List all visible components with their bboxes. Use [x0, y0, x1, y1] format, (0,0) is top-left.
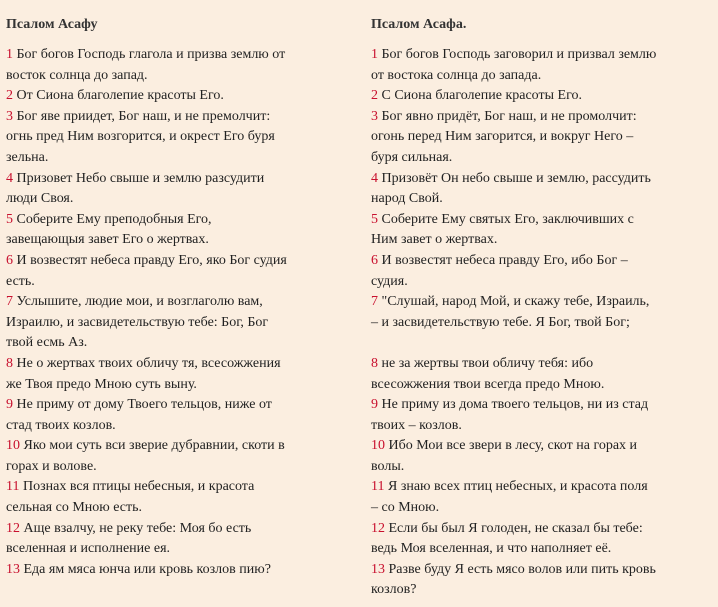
- verse-text: – и засвидетельствую тебе. Я Бог, твой Бог;: [371, 314, 630, 330]
- verse-line: [371, 395, 716, 416]
- verse-text: – со Мною.: [371, 500, 440, 516]
- verse-text: Ним завет о жертвах.: [371, 232, 498, 248]
- verse-line: [6, 477, 356, 498]
- verse-text: стад твоих козлов.: [6, 417, 116, 433]
- verse-text: "Слушай, народ Мой, и скажу тебе, Израиль,: [381, 294, 650, 310]
- verse-line: [6, 169, 356, 190]
- verse-number: 1: [371, 47, 378, 62]
- verse-line: [6, 457, 356, 478]
- verse-number: 11: [371, 479, 385, 495]
- verse-line: [371, 457, 716, 478]
- verse-line: [6, 66, 356, 87]
- verse-text: горах и волове.: [6, 458, 97, 474]
- verse-number: 8: [371, 355, 378, 371]
- verse-text: вселенная и исполнение ея.: [6, 541, 171, 557]
- verse-text: всесожжения твои всегда предо Мною.: [371, 376, 605, 392]
- verse-text: зельна.: [6, 149, 49, 165]
- verse-line: [6, 230, 356, 251]
- verse-number: 7: [6, 294, 13, 310]
- verse-number: 6: [6, 252, 13, 268]
- verse-line: [6, 436, 356, 457]
- verse-line: [371, 210, 716, 231]
- verse-number: 5: [6, 211, 13, 227]
- verse-text: ведь Моя вселенная, и что наполняет её.: [371, 541, 612, 557]
- verse-line: [6, 86, 356, 107]
- verse-number: 3: [371, 108, 378, 124]
- verse-text: буря сильная.: [371, 149, 453, 165]
- verse-line: [371, 230, 716, 251]
- right-verse-list: [371, 45, 716, 601]
- verse-text: не за жертвы твои обличу тебя: ибо: [381, 355, 594, 371]
- verse-text: Бог богов Господь глагола и призва землю от: [16, 47, 286, 62]
- verse-text: Я знаю всех птиц небесных, и красота поля: [387, 479, 648, 495]
- church-slavonic-column: [6, 15, 356, 580]
- verse-line: [6, 333, 356, 354]
- verse-line: [6, 189, 356, 210]
- left-column-title: Псалом Асафу: [6, 17, 98, 32]
- verse-number: 8: [6, 355, 13, 371]
- verse-line: [371, 292, 716, 313]
- verse-text: Разве буду Я есть мясо волов или пить кровь: [388, 561, 656, 577]
- verse-line: [6, 210, 356, 231]
- verse-number: 7: [371, 294, 378, 310]
- verse-text: И возвестят небеса правду Его, яко Бог судия: [16, 252, 287, 268]
- verse-text: Ибо Мои все звери в лесу, скот на горах и: [388, 438, 638, 454]
- verse-line: [371, 560, 716, 581]
- verse-text: Познах вся птицы небесныя, и красота: [22, 479, 255, 495]
- verse-line: [371, 86, 716, 107]
- verse-gap: [371, 333, 716, 354]
- verse-text: Призовет Небо свыше и землю разсудити: [16, 170, 265, 186]
- verse-line: [6, 560, 356, 581]
- verse-line: [371, 436, 716, 457]
- verse-number: 5: [371, 211, 378, 227]
- verse-line: [371, 66, 716, 87]
- verse-line: [371, 45, 716, 66]
- verse-line: [371, 189, 716, 210]
- verse-text: завещающыя завет Его о жертвах.: [6, 232, 209, 248]
- verse-text: Услышите, людие мои, и возглаголю вам,: [16, 294, 263, 310]
- verse-number: 6: [371, 252, 378, 268]
- verse-line: [6, 395, 356, 416]
- verse-line: [371, 477, 716, 498]
- verse-line: [6, 292, 356, 313]
- verse-text: С Сиона благолепие красоты Его.: [381, 88, 582, 104]
- verse-line: [371, 580, 716, 601]
- verse-text: Бог яве приидет, Бог наш, и не премолчит:: [16, 108, 271, 124]
- verse-text: Соберите Ему святых Его, заключивших с: [381, 211, 634, 227]
- verse-text: же Твоя предо Мною суть выну.: [6, 376, 197, 392]
- verse-text: огонь перед Ним загорится, и вокруг Него –: [371, 129, 634, 145]
- verse-text: Еда ям мяса юнча или кровь козлов пию?: [23, 561, 271, 577]
- verse-text: волы.: [371, 458, 405, 474]
- verse-line: [6, 45, 356, 66]
- verse-text: люди Своя.: [6, 191, 74, 207]
- verse-text: Не о жертвах твоих обличу тя, всесожжения: [16, 355, 281, 371]
- russian-translation-column: [371, 15, 716, 601]
- verse-line: [371, 313, 716, 334]
- verse-number: 1: [6, 47, 13, 62]
- verse-text: Яко мои суть вси зверие дубравнии, скоти в: [23, 438, 285, 454]
- verse-number: 13: [6, 561, 20, 577]
- verse-text: сельная со Мною есть.: [6, 500, 143, 516]
- verse-line: [371, 169, 716, 190]
- verse-text: восток солнца до запад.: [6, 67, 148, 83]
- verse-line: [6, 148, 356, 169]
- verse-number: 4: [371, 170, 378, 186]
- verse-line: [6, 519, 356, 540]
- verse-line: [371, 272, 716, 293]
- verse-line: [371, 107, 716, 128]
- verse-line: [6, 354, 356, 375]
- verse-text: от востока солнца до запада.: [371, 67, 542, 83]
- verse-text: твоих – козлов.: [371, 417, 462, 433]
- verse-text: От Сиона благолепие красоты Его.: [16, 88, 224, 104]
- verse-line: [371, 416, 716, 437]
- verse-line: [6, 127, 356, 148]
- verse-text: Бог богов Господь заговорил и призвал землю: [381, 47, 657, 62]
- verse-number: 10: [371, 438, 385, 454]
- verse-text: Бог явно придёт, Бог наш, и не промолчит:: [381, 108, 637, 124]
- verse-line: [371, 519, 716, 540]
- verse-text: есть.: [6, 273, 35, 289]
- verse-number: 3: [6, 108, 13, 124]
- verse-text: Если бы был Я голоден, не сказал бы тебе:: [388, 520, 643, 536]
- verse-line: [371, 539, 716, 560]
- verse-text: Аще взалчу, не реку тебе: Моя бо есть: [23, 520, 252, 536]
- verse-number: 12: [371, 520, 385, 536]
- verse-line: [6, 498, 356, 519]
- verse-text: народ Свой.: [371, 191, 443, 207]
- verse-line: [371, 127, 716, 148]
- verse-line: [6, 416, 356, 437]
- left-verse-list: [6, 45, 356, 580]
- verse-number: 4: [6, 170, 13, 186]
- verse-text: судия.: [371, 273, 408, 289]
- verse-text: огнь пред Ним возгорится, и окрест Его буря: [6, 129, 275, 145]
- verse-text: Призовёт Он небо свыше и землю, рассудить: [381, 170, 651, 186]
- verse-line: [6, 272, 356, 293]
- verse-line: [371, 251, 716, 272]
- verse-line: [371, 354, 716, 375]
- verse-number: 13: [371, 561, 385, 577]
- verse-line: [6, 539, 356, 560]
- verse-number: 11: [6, 479, 20, 495]
- verse-line: [6, 375, 356, 396]
- verse-text: И возвестят небеса правду Его, ибо Бог –: [381, 252, 628, 268]
- verse-text: Не приму от дому Твоего тельцов, ниже от: [16, 397, 272, 413]
- right-column-title: Псалом Асафа.: [371, 17, 467, 32]
- verse-text: козлов?: [371, 582, 417, 598]
- verse-text: Соберите Ему преподобныя Его,: [16, 211, 212, 227]
- verse-number: 9: [371, 397, 378, 413]
- verse-number: 10: [6, 438, 20, 454]
- verse-number: 9: [6, 397, 13, 413]
- verse-number: 2: [6, 88, 13, 104]
- verse-line: [6, 107, 356, 128]
- verse-number: 2: [371, 88, 378, 104]
- verse-line: [371, 148, 716, 169]
- verse-text: Не приму из дома твоего тельцов, ни из стад: [381, 397, 649, 413]
- verse-line: [6, 313, 356, 334]
- verse-line: [6, 251, 356, 272]
- verse-line: [371, 498, 716, 519]
- verse-text: Израилю, и засвидетельствую тебе: Бог, Бог: [6, 314, 269, 330]
- verse-number: 12: [6, 520, 20, 536]
- verse-text: твой есмь Аз.: [6, 335, 88, 351]
- verse-line: [371, 375, 716, 396]
